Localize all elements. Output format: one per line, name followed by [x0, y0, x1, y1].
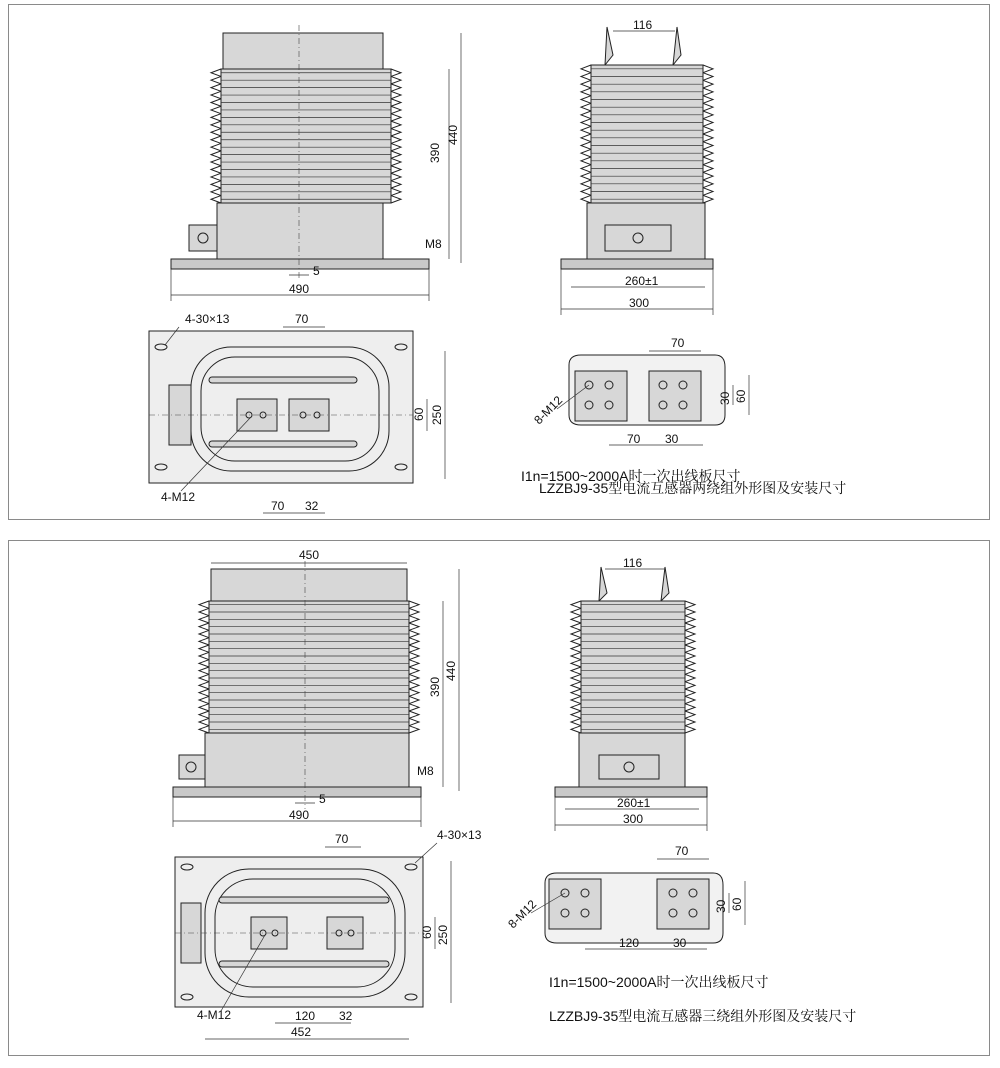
dim-32: 32	[339, 1009, 353, 1023]
dim-m12: 4-M12	[197, 1008, 232, 1022]
terminal-box	[179, 755, 205, 779]
caption-terminal-size: I1n=1500~2000A时一次出线板尺寸	[549, 974, 769, 990]
dim-440: 440	[444, 660, 458, 681]
terminal-box	[599, 755, 659, 779]
dim-5: 5	[313, 264, 320, 278]
dim-260: 260±1	[617, 796, 651, 810]
dim-60: 60	[420, 925, 434, 939]
caption-drawing-title: LZZBJ9-35型电流互感器三绕组外形图及安装尺寸	[549, 1008, 857, 1024]
dim-30: 30	[718, 391, 732, 405]
dim-holes: 4-30×13	[437, 828, 482, 842]
dim-30b: 30	[665, 432, 679, 446]
dim-120: 120	[619, 936, 640, 950]
terminal-pad	[657, 879, 709, 929]
base-plate	[171, 259, 429, 269]
dim-300: 300	[623, 812, 644, 826]
dim-116: 116	[633, 18, 653, 32]
dim-450: 450	[299, 548, 320, 562]
drawing-panel-three-winding	[8, 540, 990, 1056]
terminal-plate-view	[531, 336, 749, 446]
dim-m8: M8	[425, 237, 442, 251]
plan-view	[175, 828, 482, 1039]
side-view	[561, 18, 713, 315]
drawing-two-winding	[9, 5, 991, 521]
dim-32: 32	[305, 499, 319, 513]
caption-drawing-title: LZZBJ9-35型电流互感器两绕组外形图及安装尺寸	[539, 480, 847, 496]
dim-m8: M8	[417, 764, 434, 778]
drawing-three-winding	[9, 541, 991, 1057]
dim-30: 30	[714, 899, 728, 913]
caption-terminal-size: I1n=1500~2000A时一次出线板尺寸	[521, 468, 741, 484]
plan-view	[149, 312, 445, 513]
dim-60: 60	[730, 897, 744, 911]
dim-m12: 4-M12	[161, 490, 196, 504]
side-view	[555, 556, 707, 831]
dim-490: 490	[289, 808, 310, 822]
dim-70: 70	[335, 832, 349, 846]
dim-250: 250	[436, 924, 450, 945]
dim-120: 120	[295, 1009, 316, 1023]
insulator-sheds	[581, 65, 713, 203]
terminal-box	[605, 225, 671, 251]
dim-m12: 8-M12	[505, 897, 540, 932]
top-cap	[223, 33, 383, 69]
terminal-pad	[649, 371, 701, 421]
insulator-sheds	[199, 601, 419, 733]
dim-70: 70	[671, 336, 685, 350]
lower-body	[205, 733, 409, 787]
dim-260: 260±1	[625, 274, 659, 288]
drawing-panel-two-winding	[8, 4, 990, 520]
dim-holes: 4-30×13	[185, 312, 230, 326]
top-cap	[211, 569, 407, 601]
terminal-pad	[575, 371, 627, 421]
dim-390: 390	[428, 142, 442, 163]
front-view	[173, 548, 459, 827]
dim-300: 300	[629, 296, 650, 310]
dim-116: 116	[623, 556, 643, 570]
lower-body	[217, 203, 383, 259]
terminal-pad	[549, 879, 601, 929]
dim-30b: 30	[673, 936, 687, 950]
dim-70b: 70	[627, 432, 641, 446]
dim-5: 5	[319, 792, 326, 806]
terminal-box	[189, 225, 217, 251]
dim-60: 60	[412, 407, 426, 421]
dim-440: 440	[446, 124, 460, 145]
terminal-plate-view	[505, 844, 745, 950]
insulator-sheds	[211, 69, 401, 203]
dim-70: 70	[295, 312, 309, 326]
dim-70b: 70	[271, 499, 285, 513]
dim-490: 490	[289, 282, 310, 296]
dim-250: 250	[430, 404, 444, 425]
front-view	[171, 25, 461, 301]
dim-390: 390	[428, 676, 442, 697]
dim-60: 60	[734, 389, 748, 403]
base-plate	[173, 787, 421, 797]
insulator-sheds	[571, 601, 695, 733]
dim-452: 452	[291, 1025, 312, 1039]
base-plate	[561, 259, 713, 269]
dim-m12: 8-M12	[531, 393, 566, 428]
dim-70: 70	[675, 844, 689, 858]
